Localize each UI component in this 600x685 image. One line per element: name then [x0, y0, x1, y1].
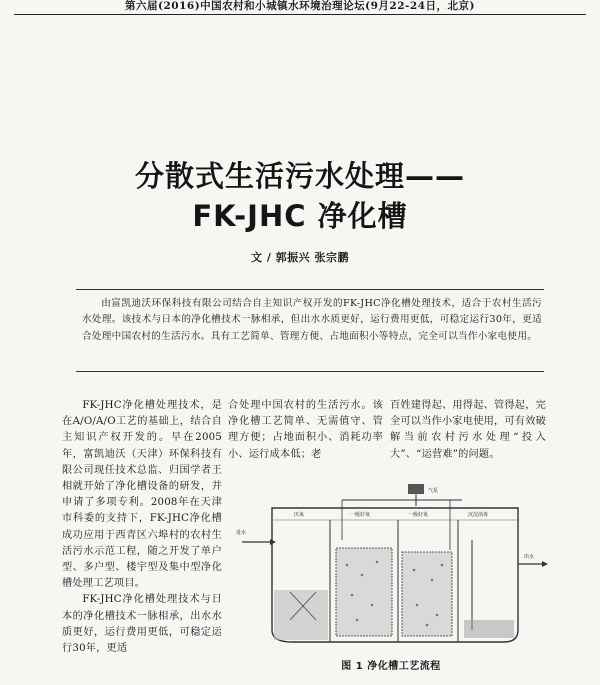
abstract-top-rule [76, 289, 544, 290]
figure-caption: 图 1 净化槽工艺流程 [341, 661, 441, 672]
media-bed-2 [402, 552, 452, 636]
col2-paragraph: 合处理中国农村的生活污水。该净化槽工艺简单、无需值守、管理方便；占地面积小、消耗功率小、运行成本低；老 [228, 400, 383, 460]
title-line-2: FK-JHC 净化槽 [192, 199, 408, 233]
header-rule [14, 14, 586, 15]
air-pump-icon [408, 484, 424, 494]
label-outlet: 出水 [524, 554, 535, 560]
byline: 文 / 郭振兴 张宗鹏 [250, 251, 349, 264]
label-tank-1: 一级好氧 [350, 512, 371, 518]
body-column-1 [62, 398, 222, 657]
body-column-2 [228, 398, 383, 463]
label-air: 气泵 [428, 488, 439, 494]
abstract-bottom-rule [76, 371, 544, 372]
abstract: 由富凯迪沃环保科技有限公司结合自主知识产权开发的FK-JHC净化槽处理技术，适合于农村生活污水处理。该技术与日本的净化槽技术一脉相承，但出水水质更好，运行费用更低，可稳定运行30年，更适合处理中国农村的生活污水。具有工艺简单、管理方便、占地面积小等特点，完全可以当作小家电使用。 [82, 298, 542, 342]
col1-paragraph-2: FK-JHC净化槽处理技术与日本的净化槽技术一脉相承，出水水质更好，运行费用更低，可稳定运行30年，更适 [62, 594, 222, 655]
label-inlet: 进水 [236, 530, 247, 536]
media-bed-1 [336, 548, 392, 636]
body-column-3 [390, 398, 546, 463]
label-tank-2: 一级好氧 [408, 512, 429, 518]
process-flow-figure [232, 480, 550, 656]
label-sediment: 沉淀消毒 [468, 512, 489, 518]
col1-paragraph-1: FK-JHC净化槽处理技术，是在A/O/A/O工艺的基础上，结合自主知识产权开发的。早在2005年，富凯迪沃（天津）环保科技有限公司现任技术总监、归国学者王相就开始了净化槽设备的研发，并申请了多项专利。2008年在天津市科委的支持下，FK-JHC净化槽成功应用于西青区六埠村的农村生活污水示范工程，随之开发了单户型、多户型、楼宇型及集中型净化槽处理工艺项目。 [62, 400, 222, 590]
label-anoxic: 厌氧 [294, 512, 305, 518]
title-block [60, 156, 540, 236]
title-line-1: 分散式生活污水处理—— [134, 159, 465, 193]
col3-paragraph: 百姓建得起、用得起、管得起，完全可以当作小家电使用，可有效破解当前农村污水处理“投入大”、“运营难”的问题。 [390, 400, 546, 460]
page-header: 第六届(2016)中国农村和小城镇水环境治理论坛(9月22-24日，北京) [125, 0, 475, 12]
